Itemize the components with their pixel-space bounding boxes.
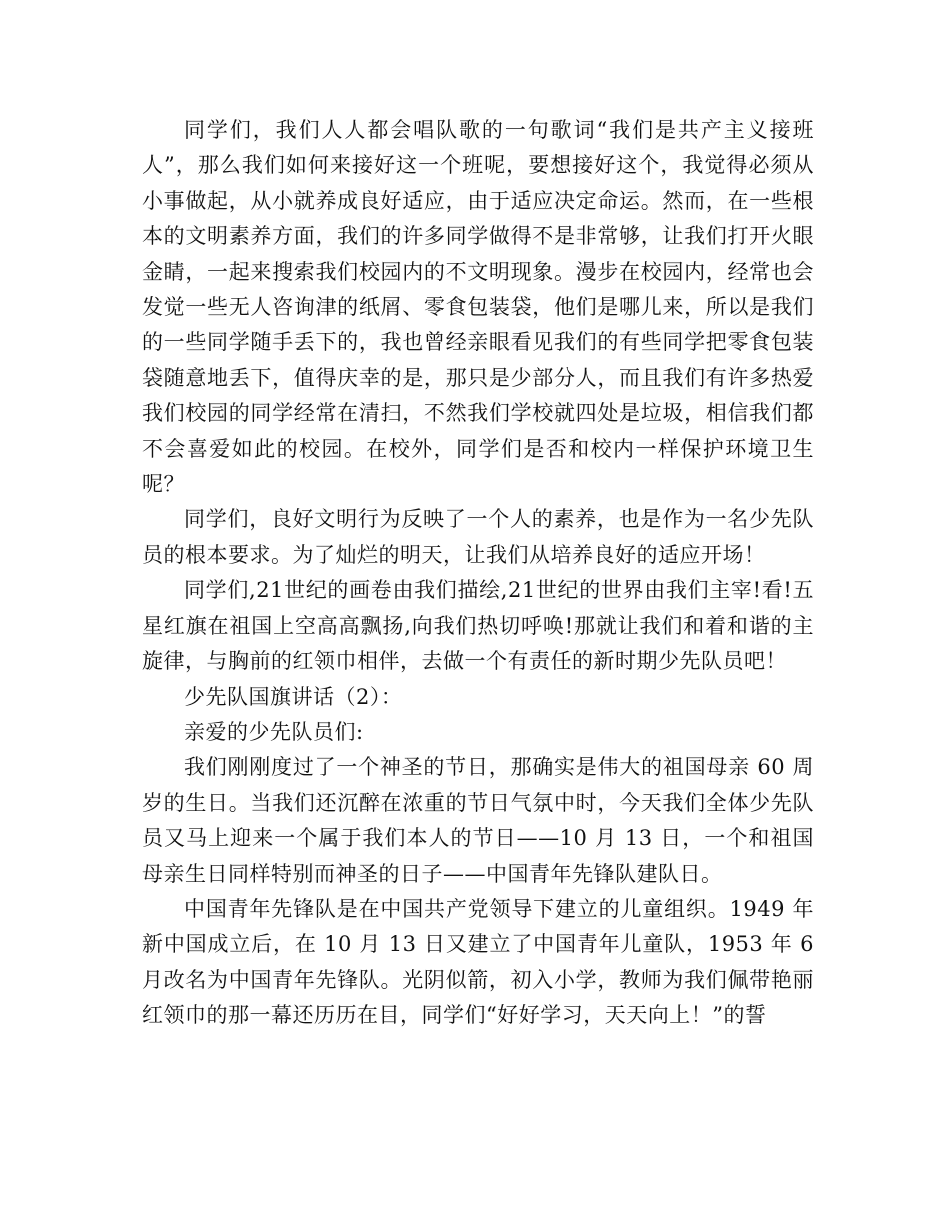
speech-heading: 少先队国旗讲话（2）： xyxy=(184,684,403,709)
paragraph-civility-intro: 同学们，我们人人都会唱队歌的一句歌词“我们是共产主义接班人”，那么我们如何来接好这一个班呢，要想接好这个，我觉得必须从小事做起，从小就养成良好适应，由于适应决定命运。然而，在一些根本的文明素养方面，我们的许多同学做得不是非常够，让我们打开火眼金睛，一起来搜索我们校园内的不文明现象。漫步在校园内，经常也会发觉一些无人咨询津的纸屑、零食包装袋，他们是哪儿来，所以是我们的一些同学随手丢下的，我也曾经亲眼看见我们的有些同学把零食包装袋随意地丢下，值得庆幸的是，那只是少部分人，而且我们有许多热爱我们校园的同学经常在清扫，不然我们学校就四处是垃圾，相信我们都不会喜爱如此的校园。在校外，同学们是否和校内一样保护环境卫生呢？ xyxy=(142,118,814,497)
paragraph-pioneers-history: 中国青年先锋队是在中国共产党领导下建立的儿童组织。1949 年新中国成立后，在 10 月 13 日又建立了中国青年儿童队，1953 年 6 月改名为中国青年先锋队。光阴似箭，初入小学，教师为我们佩带艳丽红领巾的那一幕还历历在目，同学们“好好学习，天天向上！”的誓 xyxy=(142,896,814,1028)
paragraph-21st-century: 同学们,21世纪的画卷由我们描绘,21世纪的世界由我们主宰!看!五星红旗在祖国上空高高飘扬,向我们热切呼唤!那就让我们和着和谐的主旋律，与胸前的红领巾相伴，去做一个有责任的新时期少先队员吧！ xyxy=(142,578,814,674)
speech-salutation: 亲爱的少先队员们: xyxy=(184,719,364,744)
paragraph-founding-day: 我们刚刚度过了一个神圣的节日，那确实是伟大的祖国母亲 60 周岁的生日。当我们还沉醉在浓重的节日气氛中时，今天我们全体少先队员又马上迎来一个属于我们本人的节日——10 月 13 日，一个和祖国母亲生日同样特别而神圣的日子——中国青年先锋队建队日。 xyxy=(142,755,814,886)
paragraph-good-habits: 同学们，良好文明行为反映了一个人的素养，也是作为一名少先队员的根本要求。为了灿烂的明天，让我们从培养良好的适应开场！ xyxy=(142,507,814,567)
document-body xyxy=(142,113,814,1034)
